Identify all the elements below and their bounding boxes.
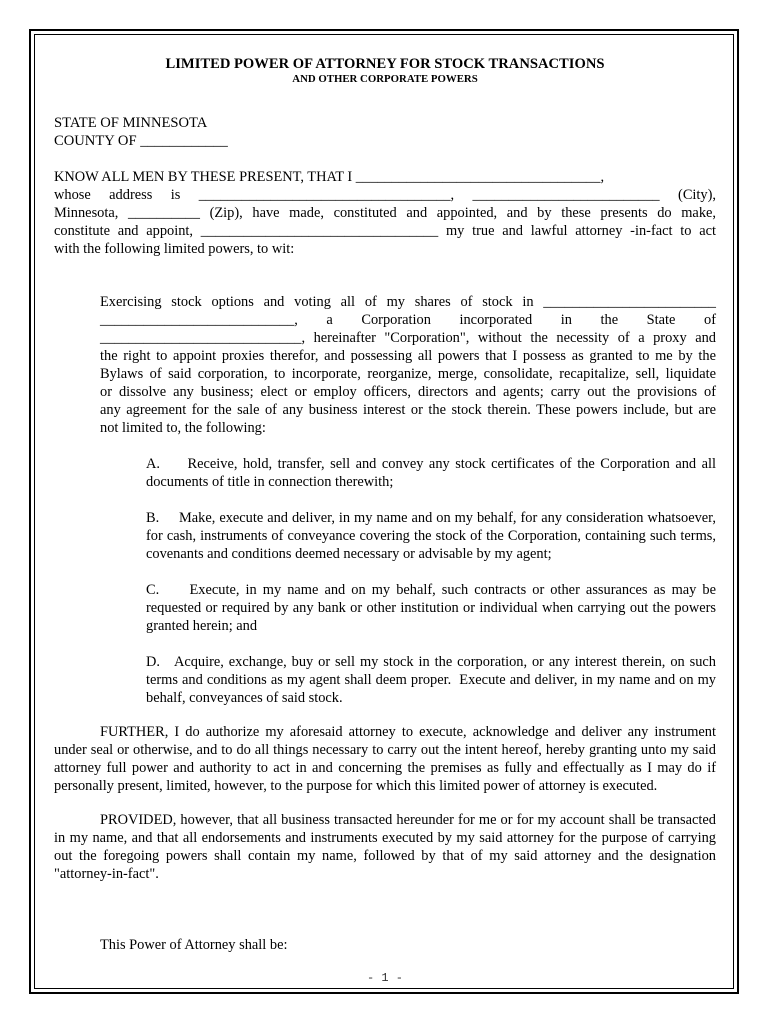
power-item-c: C. Execute, in my name and on my behalf, such contracts or other assurances as may be requested or required by any bank or other institution or individual when carrying out the powers granted herein; and [146, 582, 716, 634]
county-line: COUNTY OF ____________ [54, 133, 228, 149]
power-item-a: A. Receive, hold, transfer, sell and convey any stock certificates of the Corporation and all documents of title in connection therewith; [146, 456, 716, 490]
document-subtitle: AND OTHER CORPORATE POWERS [292, 73, 478, 85]
powers-line: ___________________________, a Corporation incorporated in the State of [100, 312, 716, 328]
powers-line: Bylaws of said corporation, to incorporate, reorganize, merge, consolidate, recapitalize, sell, liquidate [100, 366, 716, 382]
venue-block [54, 114, 716, 150]
further-paragraph: FURTHER, I do authorize my aforesaid attorney to execute, acknowledge and deliver any instrument under seal or otherwise, and to do all things necessary to carry out the intent hereof, hereby granting unto my said attorney full power and authority to act in and concerning the premises as fully and effectually as I may do if personally present, limited, however, to the purpose for which this limited power of attorney is executed. [54, 724, 716, 794]
provided-paragraph: PROVIDED, however, that all business transacted hereunder for me or for my account shall be transacted in my name, and that all endorsements and instruments executed by my said attorney for the purpose of carrying out the foregoing powers shall contain my name, followed by that of my said attorney and the designation "attorney-in-fact". [54, 812, 716, 882]
poa-duration-line: This Power of Attorney shall be: [100, 937, 288, 953]
power-item-b: B. Make, execute and deliver, in my name and on my behalf, for any consideration whatsoever, for cash, instruments of conveyance covering the stock of the Corporation, containing such terms, covenants and conditions deemed necessary or advisable by my agent; [146, 510, 716, 562]
powers-line: any agreement for the sale of any business interest or the stock therein. These powers include, but are [100, 402, 716, 418]
know-line: constitute and appoint, _________________________________ my true and lawful attorney -in-fact to act [54, 223, 716, 239]
powers-paragraph [100, 293, 716, 437]
know-line: KNOW ALL MEN BY THESE PRESENT, THAT I __________________________________, [54, 169, 605, 185]
know-line: Minnesota, __________ (Zip), have made, constituted and appointed, and by these presents do make, [54, 205, 716, 221]
powers-line: not limited to, the following: [100, 420, 266, 436]
powers-line: Exercising stock options and voting all of my shares of stock in ________________________ [100, 294, 716, 310]
state-line: STATE OF MINNESOTA [54, 115, 208, 131]
document-title: LIMITED POWER OF ATTORNEY FOR STOCK TRANSACTIONS [165, 56, 605, 72]
power-item-d: D. Acquire, exchange, buy or sell my stock in the corporation, or any interest therein, on such terms and conditions as my agent shall deem proper. Execute and deliver, in my name and on my behalf, conveyances of said stock. [146, 654, 716, 706]
know-line: with the following limited powers, to wit: [54, 241, 295, 257]
powers-line: or dissolve any business; elect or employ officers, directors and agents; carry out the provisions of [100, 384, 716, 400]
document-body [54, 56, 716, 954]
powers-list [146, 455, 716, 707]
appointment-paragraph [54, 168, 716, 258]
powers-line: the right to appoint proxies therefor, and possessing all powers that I possess as granted to me by the [100, 348, 716, 364]
powers-line: ____________________________, hereinafter "Corporation", without the necessity of a proxy and [100, 330, 716, 346]
know-line: whose address is ___________________________________, __________________________ (City), [54, 187, 716, 203]
page-number: - 1 - [366, 971, 403, 985]
